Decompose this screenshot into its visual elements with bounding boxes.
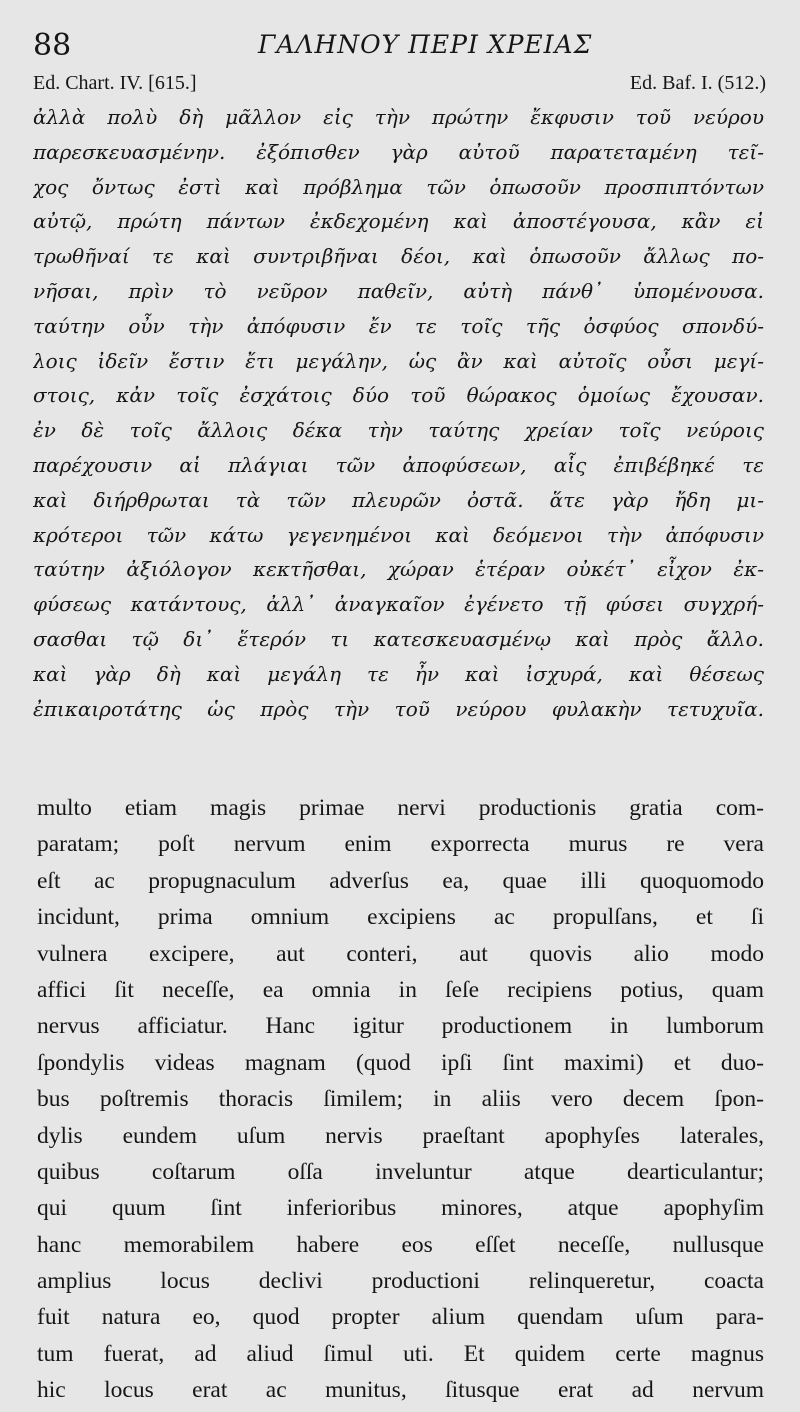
greek-text-line: παρέχουσιν αἱ πλάγιαι τῶν ἀποφύσεων, αἷς ἐπιβέβηκέ τε bbox=[33, 452, 764, 477]
latin-text-line: tum fuerat, ad aliud ſimul uti. Et quidem certe magnus bbox=[37, 1340, 764, 1367]
greek-text-block bbox=[33, 100, 764, 726]
greek-text-line: τρωθῆναί τε καὶ συντριβῆναι δέοι, καὶ ὁπωσοῦν ἄλλως πο- bbox=[33, 244, 764, 269]
greek-text-line: κρότεροι τῶν κάτω γεγενημένοι καὶ δεόμενοι τὴν ἀπόφυσιν bbox=[33, 522, 764, 547]
latin-text-line: amplius locus declivi productioni relinqueretur, coacta bbox=[37, 1268, 764, 1295]
greek-text-line: ἐν δὲ τοῖς ἄλλοις δέκα τὴν ταύτης χρείαν τοῖς νεύροις bbox=[33, 418, 764, 443]
latin-text-line: vulnera excipere, aut conteri, aut quovis alio modo bbox=[37, 940, 764, 967]
latin-text-line: paratam; poſt nervum enim exporrecta murus re vera bbox=[37, 831, 764, 858]
greek-text-line: αὐτῷ, πρώτη πάντων ἐκδεχομένη καὶ ἀποστέγουσα, κἂν εἰ bbox=[33, 209, 764, 234]
greek-text-line: σασθαι τῷ δι᾽ ἕτερόν τι κατεσκευασμένῳ καὶ πρὸς ἄλλο. bbox=[33, 626, 764, 651]
latin-text-line: quibus coſtarum oſſa inveluntur atque dearticulantur; bbox=[37, 1158, 764, 1185]
greek-text-line: νῆσαι, πρὶν τὸ νεῦρον παθεῖν, αὐτὴ πάνθ᾽ ὑπομένουσα. bbox=[33, 278, 764, 303]
greek-text-line: ἀλλὰ πολὺ δὴ μᾶλλον εἰς τὴν πρώτην ἔκφυσιν τοῦ νεύρου bbox=[33, 105, 764, 129]
edition-references bbox=[33, 72, 766, 98]
greek-text-line: ταύτην οὖν τὴν ἀπόφυσιν ἔν τε τοῖς τῆς ὀσφύος σπονδύ- bbox=[33, 313, 764, 338]
greek-text-line: ταύτην ἀξιόλογον κεκτῆσθαι, χώραν ἑτέραν οὐκέτ᾽ εἶχον ἐκ- bbox=[33, 557, 764, 582]
edition-left: Ed. Chart. IV. [615.] bbox=[33, 72, 197, 94]
latin-text-block bbox=[37, 790, 764, 1409]
greek-text-line: λοις ἰδεῖν ἔστιν ἔτι μεγάλην, ὡς ἂν καὶ αὐτοῖς οὖσι μεγί- bbox=[33, 348, 764, 373]
greek-text-line: καὶ διήρθρωται τὰ τῶν πλευρῶν ὀστᾶ. ἅτε γὰρ ἤδη μι- bbox=[33, 487, 764, 512]
latin-text-line: eſt ac propugnaculum adverſus ea, quae illi quoquomodo bbox=[37, 867, 764, 894]
latin-text-line: dylis eundem uſum nervis praeſtant apophyſes laterales, bbox=[37, 1122, 764, 1149]
running-title: ΓΑΛΗΝΟΥ ΠΕΡΙ ΧΡΕΙΑΣ bbox=[258, 30, 593, 59]
greek-text-line: χος ὄντως ἐστὶ καὶ πρόβλημα τῶν ὁπωσοῦν προσπιπτόντων bbox=[33, 174, 764, 199]
latin-text-line: affici ſit neceſſe, ea omnia in ſeſe recipiens potius, quam bbox=[37, 976, 764, 1003]
latin-text-line: hic locus erat ac munitus, ſitusque erat ad nervum bbox=[37, 1377, 764, 1404]
page-header bbox=[30, 28, 766, 62]
latin-text-line: bus poſtremis thoracis ſimilem; in aliis vero decem ſpon- bbox=[37, 1086, 764, 1113]
latin-text-line: incidunt, prima omnium excipiens ac propulſans, et ſi bbox=[37, 904, 764, 931]
greek-text-line: καὶ γὰρ δὴ καὶ μεγάλη τε ἦν καὶ ἰσχυρά, καὶ θέσεως bbox=[33, 661, 764, 686]
greek-text-line: παρεσκευασμένην. ἐξόπισθεν γὰρ αὐτοῦ παρατεταμένη τεῖ- bbox=[33, 139, 764, 164]
latin-text-line: hanc memorabilem habere eos eſſet neceſſe, nullusque bbox=[37, 1231, 764, 1258]
page-number: 88 bbox=[33, 28, 72, 63]
latin-text-line: multo etiam magis primae nervi productionis gratia com- bbox=[37, 795, 764, 821]
latin-text-line: nervus afficiatur. Hanc igitur productionem in lumborum bbox=[37, 1013, 764, 1040]
greek-text-line: ἐπικαιροτάτης ὡς πρὸς τὴν τοῦ νεύρου φυλακὴν τετυχυῖα. bbox=[33, 696, 764, 721]
latin-text-line: qui quum ſint inferioribus minores, atque apophyſim bbox=[37, 1195, 764, 1222]
latin-text-line: ſpondylis videas magnam (quod ipſi ſint maximi) et duo- bbox=[37, 1049, 764, 1076]
edition-right: Ed. Baf. I. (512.) bbox=[629, 72, 766, 94]
latin-text-line: fuit natura eo, quod propter alium quendam uſum para- bbox=[37, 1304, 764, 1331]
greek-text-line: φύσεως κατάντους, ἀλλ᾽ ἀναγκαῖον ἐγένετο τῇ φύσει συγχρή- bbox=[33, 592, 764, 617]
greek-text-line: στοις, κἀν τοῖς ἐσχάτοις δύο τοῦ θώρακος ὁμοίως ἔχουσαν. bbox=[33, 383, 764, 408]
